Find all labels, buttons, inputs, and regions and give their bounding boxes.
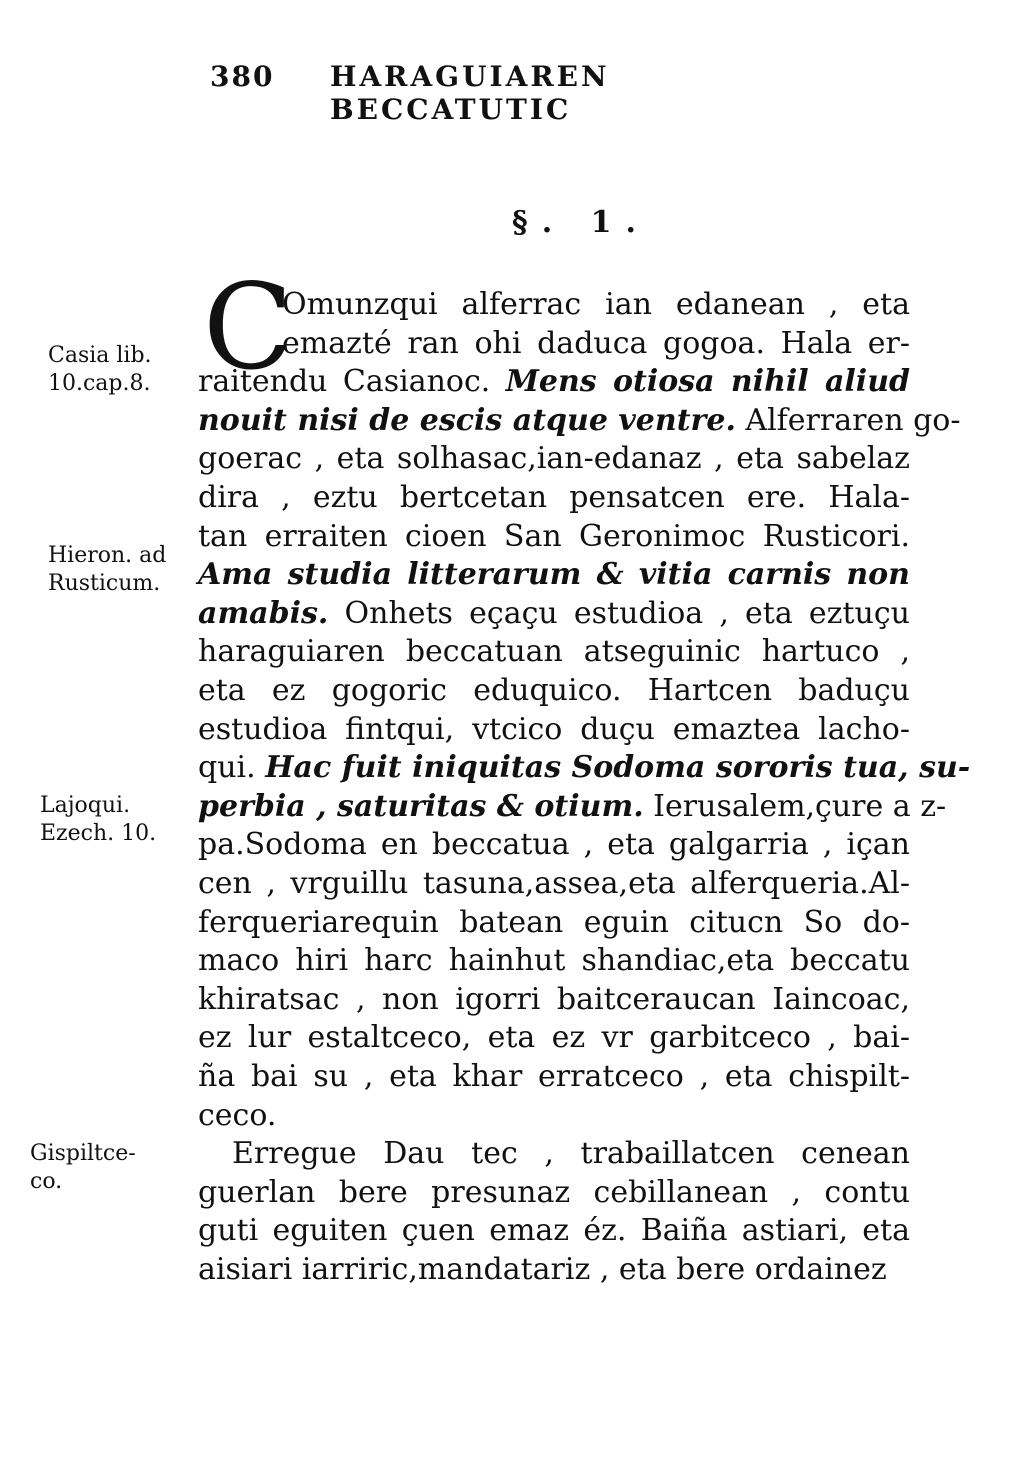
text-run: ferqueriarequin batean eguin citucn So do- — [198, 904, 910, 940]
text-run: ña bai su , eta khar erratceco , eta chispilt- — [198, 1059, 910, 1094]
latin-quote: perbia , saturitas & otium. — [198, 788, 644, 824]
text-run: Ierusalem,çure a z- — [643, 788, 947, 824]
text-line — [198, 981, 910, 1019]
margin-note-lajoqui — [40, 792, 190, 848]
text-line — [198, 479, 910, 517]
text-run: tan erraiten cioen San Geronimoc Rusticori. — [198, 518, 910, 554]
text-run: ceco. — [198, 1097, 277, 1133]
text-line — [198, 672, 910, 710]
text-run: qui. — [198, 750, 266, 786]
latin-quote: Mens otiosa nihil aliud — [505, 364, 910, 400]
text-run: guti eguiten çuen emaz éz. Baiña astiari, eta — [198, 1213, 910, 1249]
text-run: pa.Sodoma en beccatua , eta galgarria , içan — [198, 827, 910, 863]
text-run: Onhets eçaçu estudioa , eta eztuçu — [328, 595, 910, 631]
margin-note-line: co. — [30, 1169, 63, 1194]
text-run: Erregue Dau tec , trabaillatcen cenean — [232, 1136, 910, 1172]
text-run: maco hiri harc hainhut shandiac,eta beccatu — [198, 943, 910, 979]
latin-quote: Hac fuit iniquitas Sodoma sororis tua, su- — [265, 750, 971, 786]
text-line — [198, 749, 971, 787]
margin-note-line: Rusticum. — [48, 571, 161, 596]
margin-note-line: 10.cap.8. — [48, 371, 151, 396]
text-line — [198, 1097, 910, 1135]
page-number: 380 — [210, 60, 275, 93]
margin-note-line: Gispiltce- — [30, 1141, 136, 1166]
running-title: HARAGUIAREN BECCATUTIC — [330, 60, 610, 126]
text-line — [198, 942, 910, 980]
text-run: ez lur estaltceco, eta ez vr garbitceco , bai- — [198, 1020, 910, 1056]
text-run: khiratsac , non igorri baitceraucan Iaincoac, — [198, 981, 910, 1017]
latin-quote: nouit nisi de escis atque ventre. — [198, 402, 736, 438]
margin-note-line: Ezech. 10. — [40, 821, 157, 846]
text-line — [282, 325, 910, 363]
text-line — [198, 402, 961, 440]
text-run: dira , eztu bertcetan pensatcen ere. Hala- — [198, 480, 910, 515]
text-line — [198, 363, 910, 401]
text-line — [198, 1251, 910, 1289]
text-run: estudioa fintqui, vtcico duçu emaztea lacho- — [198, 711, 910, 747]
text-line — [198, 865, 910, 903]
text-line — [198, 904, 910, 942]
margin-note-line: Lajoqui. — [40, 793, 131, 818]
text-line — [198, 1019, 910, 1057]
text-line — [198, 711, 910, 749]
margin-note-line: Casia lib. — [48, 343, 152, 368]
text-line — [198, 633, 910, 671]
drop-cap: C — [203, 258, 294, 396]
text-run: Alferraren go- — [735, 402, 961, 438]
text-run: goerac , eta solhasac,ian-edanaz , eta sabelaz — [198, 441, 910, 477]
text-line — [198, 826, 910, 864]
latin-quote: Ama studia litterarum & vitia carnis non — [198, 557, 910, 593]
margin-note-casia — [48, 342, 198, 398]
text-line — [198, 1174, 910, 1212]
text-run: Omunzqui alferrac ian edanean , eta — [282, 287, 910, 322]
text-run: guerlan bere presunaz cebillanean , contu — [198, 1174, 910, 1210]
text-line — [198, 440, 910, 478]
text-line — [282, 286, 910, 324]
margin-note-gispiltceco — [30, 1140, 180, 1196]
text-run: cen , vrguillu tasuna,assea,eta alferqueria.Al- — [198, 866, 910, 901]
text-run: aisiari iarriric,mandatariz , eta bere ordainez — [198, 1252, 887, 1287]
latin-quote: amabis. — [198, 595, 329, 631]
text-run: raitendu Casianoc. — [198, 364, 506, 400]
text-line — [232, 1135, 910, 1173]
text-line — [198, 595, 910, 633]
section-heading: §. 1. — [512, 205, 650, 240]
text-run: haraguiaren beccatuan atseguinic hartuco , — [198, 634, 910, 670]
text-line — [198, 788, 947, 826]
text-line — [198, 1212, 910, 1250]
text-run: emazté ran ohi daduca gogoa. Hala er- — [282, 325, 910, 361]
margin-note-line: Hieron. ad — [48, 543, 167, 568]
text-line — [198, 556, 910, 594]
text-run: eta ez gogoric eduquico. Hartcen baduçu — [198, 673, 910, 708]
text-line — [198, 1058, 910, 1096]
text-line — [198, 518, 910, 556]
margin-note-hieron — [48, 542, 198, 598]
